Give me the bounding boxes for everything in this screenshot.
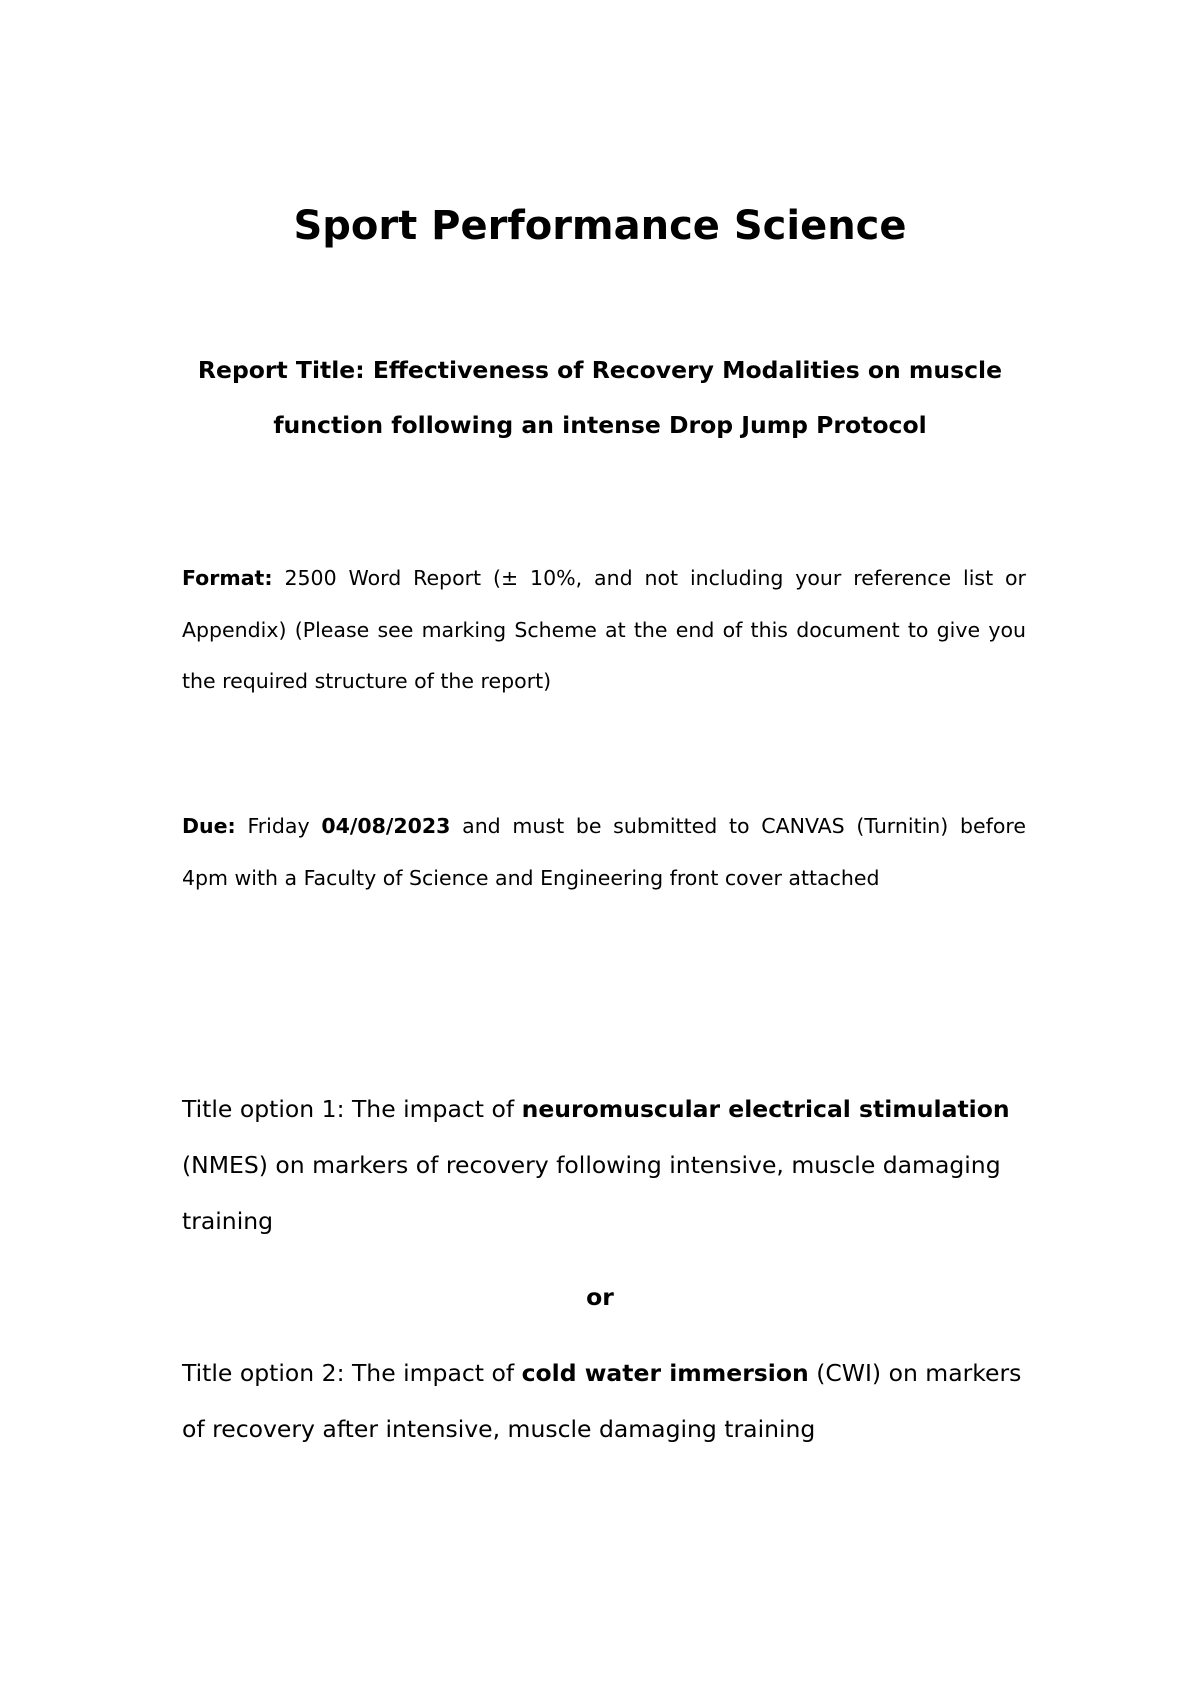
format-label: Format: [182, 566, 273, 590]
document-title: Sport Performance Science [293, 203, 907, 249]
due-paragraph [182, 801, 1026, 904]
due-text-after-date: and must be submitted to CANVAS (Turnitin) before 4pm with a Faculty of Science and Engineering front cover attached [182, 814, 1026, 890]
title-option-1 [182, 1081, 1026, 1249]
due-date: 04/08/2023 [321, 814, 451, 838]
due-text-before-date: Friday [235, 814, 322, 838]
due-label: Due: [182, 814, 236, 838]
option-2-emphasis: cold water immersion [521, 1359, 809, 1387]
option-2-suffix: (CWI) on markers of recovery after intensive, muscle damaging training [182, 1359, 1022, 1443]
report-title-line-2: function following an intense Drop Jump Protocol [273, 411, 927, 439]
option-1-emphasis: neuromuscular electrical stimulation [521, 1095, 1010, 1123]
title-option-2 [182, 1345, 1026, 1457]
format-paragraph [182, 553, 1026, 708]
option-1-prefix: Title option 1: The impact of [182, 1095, 522, 1123]
report-title-line-1: Report Title: Effectiveness of Recovery Modalities on muscle [197, 356, 1003, 384]
report-title [160, 343, 1040, 453]
options-separator: or [586, 1283, 614, 1311]
option-1-suffix: (NMES) on markers of recovery following intensive, muscle damaging training [182, 1151, 1001, 1235]
option-2-prefix: Title option 2: The impact of [182, 1359, 522, 1387]
format-text: 2500 Word Report (± 10%, and not including your reference list or Appendix) (Please see marking Scheme at the end of this document to give you the required structure of the report) [182, 566, 1026, 693]
